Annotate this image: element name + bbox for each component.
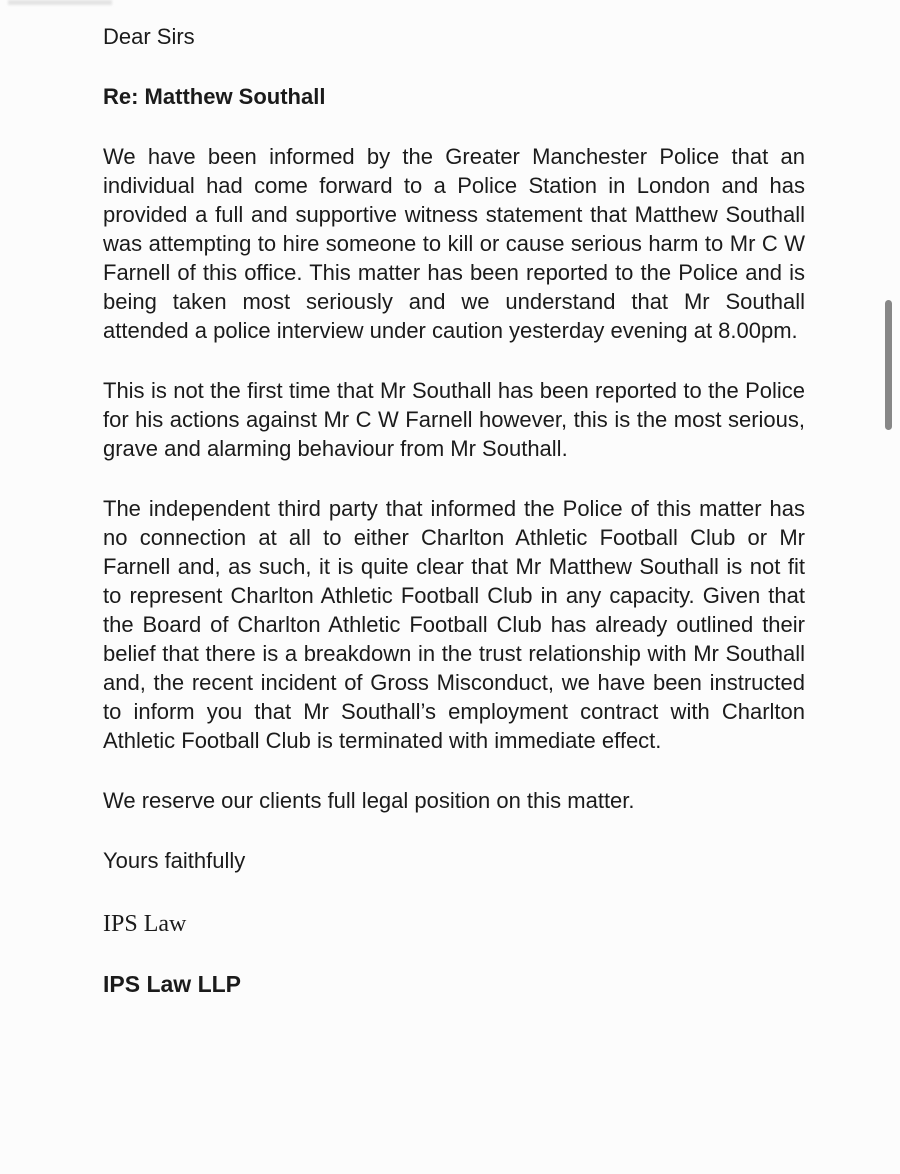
subject-line: Re: Matthew Southall bbox=[103, 84, 326, 109]
signature-text: IPS Law bbox=[103, 911, 187, 937]
valediction: Yours faithfully bbox=[103, 848, 246, 873]
salutation: Dear Sirs bbox=[103, 24, 195, 49]
closing-statement: We reserve our clients full legal position on this matter. bbox=[103, 788, 635, 813]
firm-name: IPS Law LLP bbox=[103, 971, 242, 997]
scrollbar-thumb[interactable] bbox=[885, 300, 892, 430]
letter-paragraph-2: This is not the first time that Mr Southall has been reported to the Police for his actions against Mr C W Farnell however, this is the most serious, grave and alarming behaviour from Mr Southall. bbox=[103, 378, 805, 461]
letter-paragraph-3: The independent third party that informed the Police of this matter has no connection at all to either Charlton Athletic Football Club or Mr Farnell and, as such, it is quite clear that Mr Matthew Southall is not fit to represent Charlton Athletic Football Club in any capacity. Given that the Board of Charlton Athletic Football Club has already outlined their belief that there is a breakdown in the trust relationship with Mr Southall and, the recent incident of Gross Misconduct, we have been instructed to inform you that Mr Southall’s employment contract with Charlton Athletic Football Club is terminated with immediate effect. bbox=[103, 496, 805, 753]
cropped-text-artifact bbox=[8, 0, 112, 5]
letter-body bbox=[103, 22, 805, 999]
letter-paragraph-1: We have been informed by the Greater Manchester Police that an individual had come forward to a Police Station in London and has provided a full and supportive witness statement that Matthew Southall was attempting to hire someone to kill or cause serious harm to Mr C W Farnell of this office. This matter has been reported to the Police and is being taken most seriously and we understand that Mr Southall attended a police interview under caution yesterday evening at 8.00pm. bbox=[103, 144, 805, 343]
